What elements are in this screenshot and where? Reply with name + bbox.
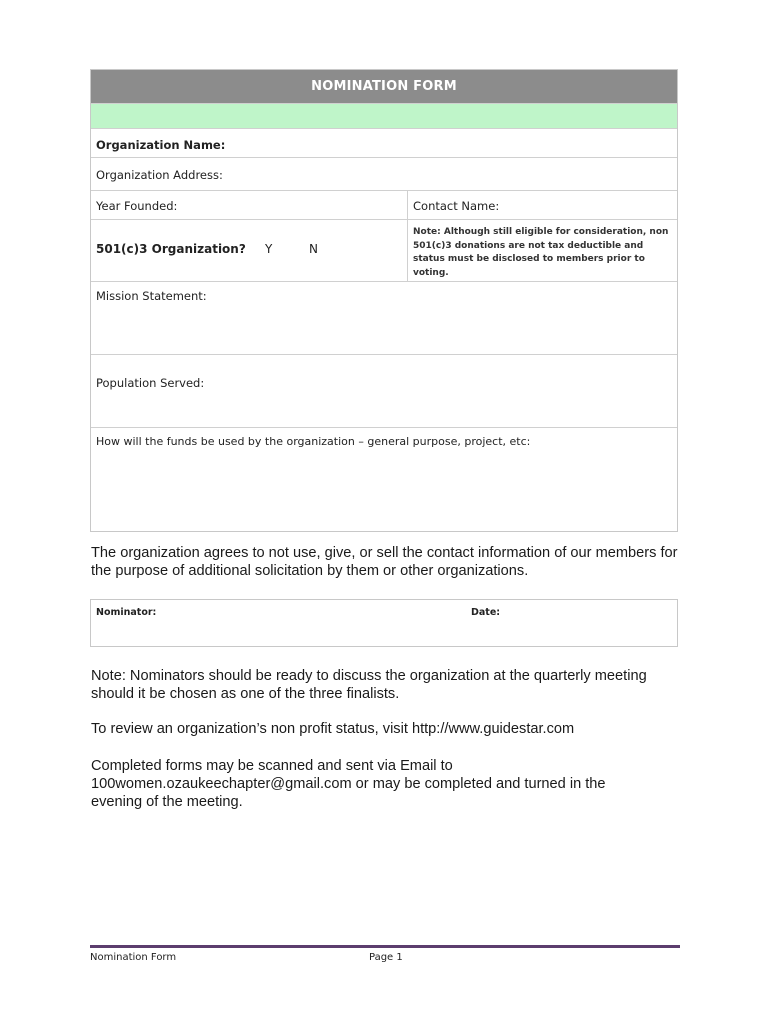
contact-name-field[interactable] — [408, 191, 677, 219]
org-address-row[interactable] — [91, 157, 677, 190]
mission-statement-row[interactable] — [91, 281, 677, 354]
org-501-field — [91, 220, 408, 281]
org-501-label: 501(c)3 Organization? — [96, 242, 246, 256]
signature-box — [90, 599, 678, 647]
note-501: Note: Although still eligible for consideration, non 501(c)3 donations are not tax deductible and status must be disclosed to members prior to voting. — [413, 227, 669, 278]
mission-label: Mission Statement: — [96, 289, 207, 303]
nominator-label[interactable]: Nominator: — [96, 607, 157, 618]
green-band — [91, 103, 677, 128]
org-501-row — [91, 219, 677, 281]
date-label[interactable]: Date: — [471, 607, 501, 618]
population-label: Population Served: — [96, 376, 205, 390]
population-served-row[interactable] — [91, 354, 677, 427]
no-option[interactable]: N — [309, 242, 318, 256]
review-note: To review an organization’s non profit status, visit http://www.guidestar.com — [91, 721, 575, 737]
funds-label: How will the funds be used by the organization – general purpose, project, etc: — [96, 435, 531, 448]
contact-name-label: Contact Name: — [413, 199, 500, 213]
completed-note: Completed forms may be scanned and sent via Email to 100women.ozaukeechapter@gmail.com or may be completed and turned in the evening of the meeting. — [91, 758, 606, 810]
footer-title: Nomination Form — [90, 952, 177, 963]
form-title: NOMINATION FORM — [91, 70, 677, 103]
year-founded-field[interactable] — [91, 191, 408, 219]
nomination-form — [90, 69, 678, 532]
org-name-row[interactable] — [91, 128, 677, 157]
funds-usage-row[interactable] — [91, 427, 677, 531]
ready-note: Note: Nominators should be ready to discuss the organization at the quarterly meeting should it be chosen as one of the three finalists. — [91, 668, 647, 702]
footer-rule — [90, 945, 680, 948]
year-contact-row — [91, 190, 677, 219]
org-name-label: Organization Name: — [96, 138, 226, 152]
page-number: Page 1 — [369, 952, 403, 963]
agreement-text: The organization agrees to not use, give, or sell the contact information of our members for the purpose of additional solicitation by them or other organizations. — [91, 545, 678, 579]
yes-option[interactable]: Y — [265, 242, 273, 256]
note-501-cell — [408, 220, 677, 281]
org-address-label: Organization Address: — [96, 168, 223, 182]
year-founded-label: Year Founded: — [96, 199, 178, 213]
